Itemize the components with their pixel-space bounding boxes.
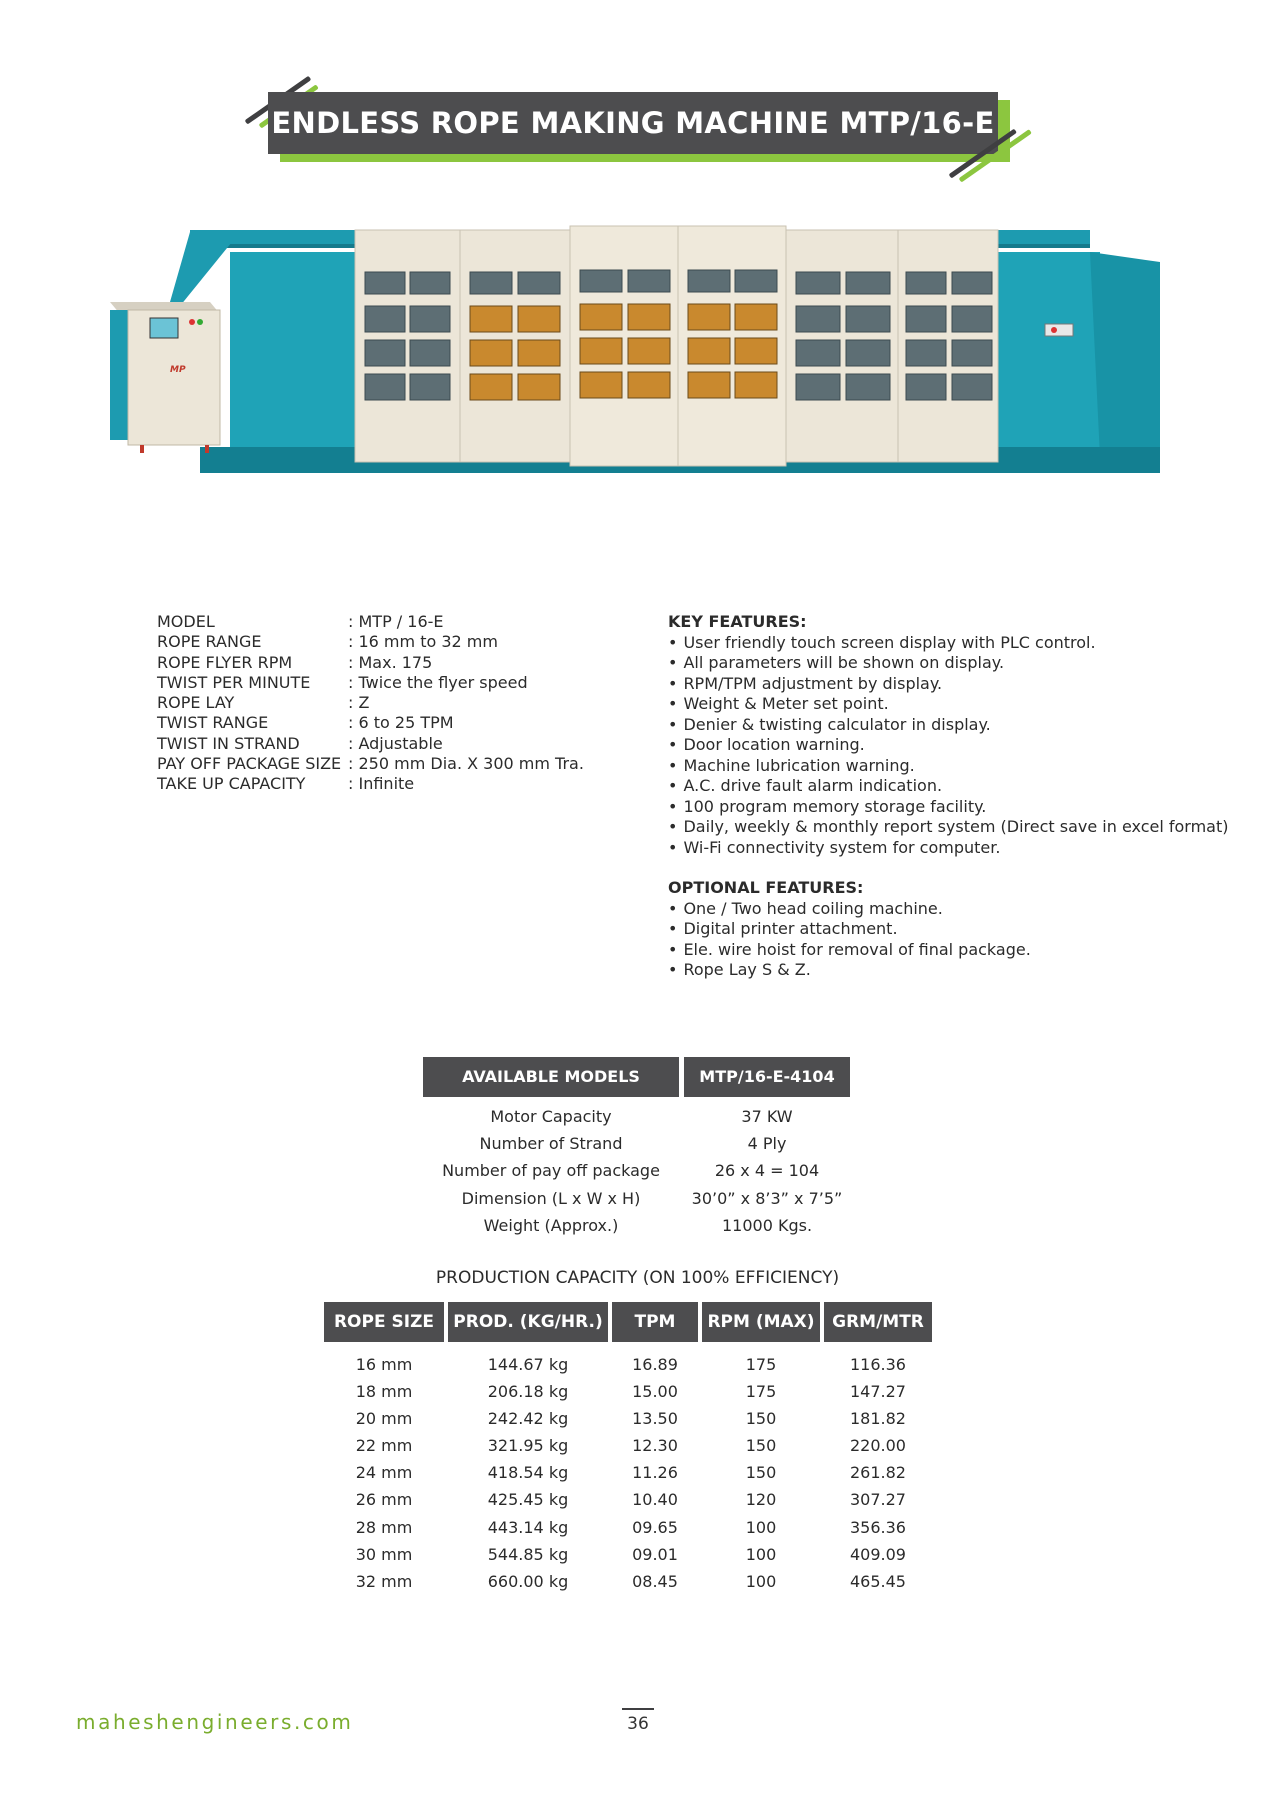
- list-item: • Door location warning.: [668, 735, 1228, 756]
- bobbin-window: [580, 304, 622, 330]
- bobbin-window: [735, 304, 777, 330]
- console-screen: [150, 318, 178, 338]
- table-cell: 418.54 kg: [487, 1463, 569, 1483]
- table-row: [324, 1514, 932, 1541]
- spec-row: [157, 734, 584, 754]
- bobbin-window: [628, 338, 670, 364]
- table-row: [423, 1103, 850, 1130]
- bobbin-window: [735, 338, 777, 364]
- table-cell: 100: [745, 1544, 777, 1564]
- table-cell: 15.00: [632, 1382, 678, 1402]
- table-cell: 12.30: [632, 1436, 678, 1456]
- table-cell: Number of Strand: [479, 1134, 623, 1154]
- table-cell: 144.67 kg: [487, 1355, 569, 1374]
- table-cell: 150: [745, 1463, 777, 1483]
- window: [365, 272, 405, 294]
- console-logo: MP: [170, 365, 186, 375]
- table-cell: Motor Capacity: [490, 1107, 612, 1126]
- window: [796, 340, 840, 366]
- table-cell: 16 mm: [355, 1355, 413, 1374]
- table-cell: 150: [745, 1409, 777, 1429]
- bobbin-window: [580, 372, 622, 398]
- list-item: • A.C. drive fault alarm indication.: [668, 776, 1228, 797]
- console-button-red: [189, 319, 195, 325]
- list-item: • Denier & twisting calculator in display.: [668, 715, 1228, 736]
- bobbin-window: [470, 374, 512, 400]
- spec-value: : 6 to 25 TPM: [348, 713, 454, 733]
- spec-row: [157, 632, 584, 652]
- table-cell: 175: [745, 1382, 777, 1402]
- window: [906, 374, 946, 400]
- features-section: [668, 612, 1228, 981]
- table-cell: 409.09: [850, 1544, 906, 1564]
- production-capacity-title: PRODUCTION CAPACITY (ON 100% EFFICIENCY): [435, 1268, 840, 1288]
- machine-body-right-cap: [1090, 252, 1160, 457]
- table-cell: Weight (Approx.): [483, 1215, 619, 1235]
- spec-label: TWIST IN STRAND: [157, 733, 300, 753]
- table-cell: 37 KW: [741, 1107, 793, 1126]
- table-row: [324, 1486, 932, 1513]
- table-cell: 544.85 kg: [487, 1544, 569, 1564]
- spec-row: [157, 754, 584, 774]
- window: [796, 374, 840, 400]
- window: [688, 270, 730, 292]
- table-cell: 150: [745, 1436, 777, 1456]
- spec-row: [157, 693, 584, 713]
- table-cell: 116.36: [850, 1355, 906, 1374]
- table-cell: 100: [745, 1517, 777, 1537]
- table-cell: Dimension (L x W x H): [461, 1188, 641, 1208]
- window: [952, 340, 992, 366]
- table-cell: 321.95 kg: [487, 1436, 569, 1456]
- spec-row: [157, 653, 584, 673]
- window: [906, 272, 946, 294]
- window: [518, 272, 560, 294]
- list-item: • 100 program memory storage facility.: [668, 797, 1228, 818]
- table-cell: 11000 Kgs.: [721, 1215, 813, 1235]
- table-cell: 32 mm: [355, 1571, 413, 1591]
- list-item: • Daily, weekly & monthly report system (Direct save in excel format): [668, 817, 1228, 838]
- spec-label: PAY OFF PACKAGE SIZE: [157, 754, 342, 774]
- title-bar: [268, 92, 998, 154]
- list-item: • All parameters will be shown on display.: [668, 653, 1228, 674]
- optional-features-block: [668, 878, 1228, 981]
- window: [365, 306, 405, 332]
- models-header-cell: AVAILABLE MODELS: [423, 1057, 679, 1097]
- switch-led: [1051, 327, 1057, 333]
- window: [846, 272, 890, 294]
- table-row: [324, 1378, 932, 1405]
- spec-value: : Z: [348, 693, 369, 713]
- window: [952, 272, 992, 294]
- table-cell: 09.01: [632, 1544, 678, 1564]
- table-cell: Number of pay off package: [442, 1161, 660, 1181]
- cabinet-panels: [355, 226, 998, 466]
- table-cell: 18 mm: [355, 1382, 413, 1402]
- window: [628, 270, 670, 292]
- window: [410, 340, 450, 366]
- window: [952, 374, 992, 400]
- table-row: [324, 1405, 932, 1432]
- page-number-rule: [622, 1708, 654, 1710]
- title-banner: [246, 78, 1036, 178]
- production-header-cell: TPM: [612, 1302, 698, 1342]
- table-cell: 22 mm: [355, 1436, 413, 1456]
- key-features-list: [668, 633, 1228, 859]
- spec-list: [157, 612, 584, 795]
- table-cell: 120: [745, 1490, 777, 1510]
- table-cell: 100: [745, 1571, 777, 1591]
- machine-body-left: [230, 252, 360, 457]
- window: [846, 306, 890, 332]
- production-table-body: [324, 1351, 932, 1595]
- table-row: [423, 1157, 850, 1184]
- page-number: 36: [627, 1714, 649, 1734]
- spec-value: : MTP / 16-E: [348, 612, 444, 632]
- list-item: • Digital printer attachment.: [668, 919, 1228, 940]
- window: [580, 270, 622, 292]
- table-cell: 307.27: [850, 1490, 906, 1510]
- console-button-green: [197, 319, 203, 325]
- console-foot-left: [140, 445, 144, 453]
- bobbin-window: [688, 304, 730, 330]
- spec-label: TAKE UP CAPACITY: [157, 774, 306, 794]
- table-cell: 10.40: [632, 1490, 678, 1510]
- table-cell: 356.36: [850, 1517, 906, 1537]
- table-cell: 24 mm: [355, 1463, 413, 1483]
- bobbin-window: [518, 340, 560, 366]
- production-header-cell: ROPE SIZE: [324, 1302, 444, 1342]
- bobbin-window: [518, 374, 560, 400]
- table-cell: 30 mm: [355, 1544, 413, 1564]
- bobbin-window: [470, 340, 512, 366]
- list-item: • Rope Lay S & Z.: [668, 960, 1228, 981]
- models-table-body: [423, 1103, 850, 1239]
- bobbin-window: [518, 306, 560, 332]
- window: [796, 306, 840, 332]
- table-cell: 30’0” x 8’3” x 7’5”: [691, 1188, 843, 1208]
- table-cell: 181.82: [850, 1409, 906, 1429]
- table-row: [324, 1432, 932, 1459]
- spec-label: ROPE RANGE: [157, 632, 262, 652]
- table-cell: 206.18 kg: [487, 1382, 569, 1402]
- bobbin-window: [470, 306, 512, 332]
- table-cell: 242.42 kg: [487, 1409, 569, 1429]
- optional-features-heading: OPTIONAL FEATURES:: [668, 878, 864, 897]
- console-foot-right: [205, 445, 209, 453]
- table-cell: 660.00 kg: [487, 1571, 569, 1591]
- spec-label: TWIST RANGE: [157, 713, 269, 733]
- list-item: • Ele. wire hoist for removal of final package.: [668, 940, 1228, 961]
- table-cell: 443.14 kg: [487, 1517, 569, 1537]
- spec-label: MODEL: [157, 612, 215, 631]
- table-cell: 465.45: [850, 1571, 906, 1591]
- table-cell: 4 Ply: [747, 1134, 787, 1154]
- spec-value: : 16 mm to 32 mm: [348, 632, 498, 652]
- table-cell: 08.45: [632, 1571, 678, 1591]
- table-row: [324, 1459, 932, 1486]
- table-cell: 11.26: [632, 1463, 678, 1483]
- table-row: [324, 1568, 932, 1595]
- window: [410, 306, 450, 332]
- window: [796, 272, 840, 294]
- window: [735, 270, 777, 292]
- window: [365, 340, 405, 366]
- table-cell: 220.00: [850, 1436, 906, 1456]
- table-cell: 425.45 kg: [487, 1490, 569, 1510]
- bobbin-window: [628, 372, 670, 398]
- production-header-cell: GRM/MTR: [824, 1302, 932, 1342]
- table-row: [423, 1212, 850, 1239]
- list-item: • Weight & Meter set point.: [668, 694, 1228, 715]
- spec-row: [157, 713, 584, 733]
- window: [906, 340, 946, 366]
- list-item: • One / Two head coiling machine.: [668, 899, 1228, 920]
- table-row: [324, 1541, 932, 1568]
- models-table: [423, 1057, 850, 1239]
- bobbin-window: [735, 372, 777, 398]
- production-table-header: [324, 1302, 932, 1342]
- table-cell: 147.27: [850, 1382, 906, 1402]
- window: [365, 374, 405, 400]
- bobbin-window: [580, 338, 622, 364]
- spec-value: : Twice the flyer speed: [348, 673, 528, 693]
- page-title: ENDLESS ROPE MAKING MACHINE MTP/16-E: [271, 106, 995, 140]
- spec-label: ROPE FLYER RPM: [157, 652, 293, 672]
- bobbin-window: [628, 304, 670, 330]
- spec-value: : Adjustable: [348, 734, 443, 754]
- window: [410, 374, 450, 400]
- spec-row: [157, 774, 584, 794]
- window: [906, 306, 946, 332]
- spec-value: : Max. 175: [348, 653, 432, 673]
- table-cell: 261.82: [850, 1463, 906, 1483]
- table-cell: 28 mm: [355, 1517, 413, 1537]
- list-item: • Wi-Fi connectivity system for computer.: [668, 838, 1228, 859]
- production-header-cell: RPM (MAX): [702, 1302, 820, 1342]
- list-item: • User friendly touch screen display with PLC control.: [668, 633, 1228, 654]
- machine-photo: [110, 222, 1170, 542]
- spec-label: ROPE LAY: [157, 693, 235, 713]
- table-cell: 26 mm: [355, 1490, 413, 1510]
- table-row: [423, 1185, 850, 1212]
- console-side: [110, 310, 128, 440]
- window: [410, 272, 450, 294]
- bobbin-window: [688, 338, 730, 364]
- control-console: [110, 302, 220, 453]
- list-item: • RPM/TPM adjustment by display.: [668, 674, 1228, 695]
- window: [846, 340, 890, 366]
- table-cell: 20 mm: [355, 1409, 413, 1429]
- models-table-header: [423, 1057, 850, 1097]
- table-cell: 09.65: [632, 1517, 678, 1537]
- spec-value: : 250 mm Dia. X 300 mm Tra.: [348, 754, 584, 774]
- production-table: [324, 1302, 932, 1595]
- spec-row: [157, 673, 584, 693]
- spec-row: [157, 612, 584, 632]
- spec-value: : Infinite: [348, 774, 414, 794]
- optional-features-list: [668, 899, 1228, 981]
- machine-left-arm: [170, 232, 240, 306]
- table-row: [423, 1130, 850, 1157]
- spec-label: TWIST PER MINUTE: [157, 672, 311, 692]
- table-cell: 175: [745, 1355, 777, 1374]
- window: [470, 272, 512, 294]
- website-footer: maheshengineers.com: [76, 1710, 354, 1734]
- models-header-cell: MTP/16-E-4104: [684, 1057, 850, 1097]
- window: [952, 306, 992, 332]
- table-row: [324, 1351, 932, 1378]
- control-switch: [1045, 324, 1073, 336]
- bobbin-window: [688, 372, 730, 398]
- table-cell: 16.89: [632, 1355, 678, 1374]
- production-header-cell: PROD. (KG/HR.): [448, 1302, 608, 1342]
- list-item: • Machine lubrication warning.: [668, 756, 1228, 777]
- table-cell: 26 x 4 = 104: [714, 1161, 820, 1181]
- table-cell: 13.50: [632, 1409, 678, 1429]
- window: [846, 374, 890, 400]
- key-features-heading: KEY FEATURES:: [668, 612, 807, 631]
